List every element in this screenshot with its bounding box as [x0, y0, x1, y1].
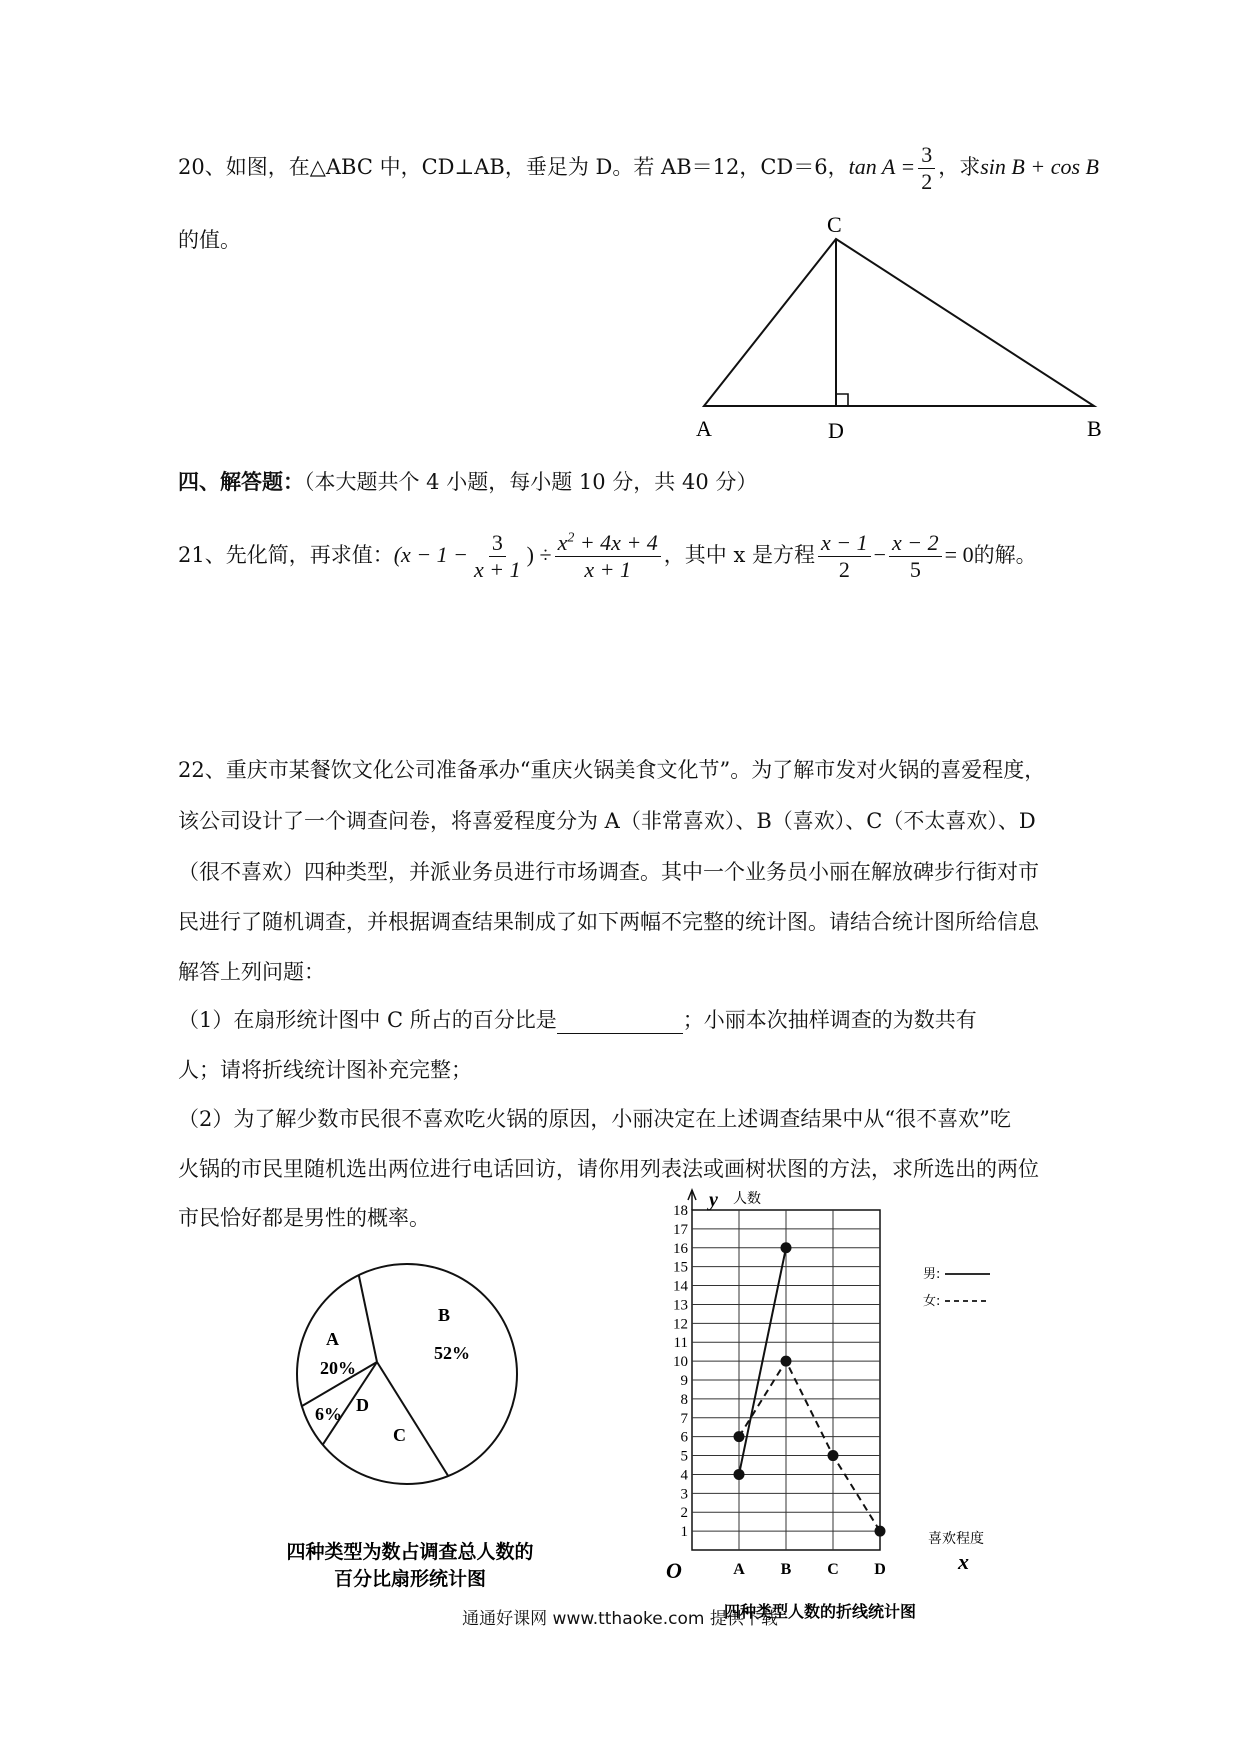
q21-fraction-3: $\frac{x - 1}{2}$ [818, 530, 871, 583]
q22-part2-line-2: 火锅的市民里随机选出两位进行电话回访，请你用列表法或画树状图的方法，求所选出的两位 [178, 1157, 1039, 1181]
y-tick-label: 13 [673, 1297, 688, 1314]
pie-value-d: 6% [315, 1404, 342, 1424]
triangle-figure [690, 210, 1120, 450]
y-tick-label: 14 [673, 1278, 688, 1295]
y-tick-label: 9 [680, 1373, 688, 1389]
q20-line1 [178, 142, 1099, 195]
y-tick-label: 12 [673, 1316, 688, 1333]
vertex-label-c: C [827, 212, 842, 237]
line-chart [660, 1180, 1040, 1625]
y-axis-label: 人数 [733, 1191, 761, 1207]
q21-equals: = 0 [944, 542, 974, 567]
q22-part1 [178, 1006, 977, 1034]
x-axis-symbol: x [958, 1549, 969, 1574]
data-point-female [828, 1450, 839, 1461]
y-tick-label: 3 [680, 1486, 688, 1503]
vertex-label-d: D [828, 418, 844, 443]
q22-part1-line2: 人；请将折线统计图补充完整； [178, 1058, 472, 1082]
y-tick-label: 10 [673, 1354, 688, 1371]
q22-part1-b: ；小丽本次抽样调查的为数共有 [682, 1008, 977, 1032]
pie-title-line-1: 四种类型为数占调查总人数的 [286, 1541, 534, 1563]
q22-line-1: 22、重庆市某餐饮文化公司准备承办“重庆火锅美食文化节”。为了解市发对火锅的喜爱程度， [178, 758, 1046, 782]
pie-divider-b-c [377, 1362, 448, 1476]
pie-divider-a-b [359, 1275, 377, 1362]
pie-label-a: A [326, 1329, 339, 1349]
q21-suffix: 的解。 [973, 543, 1037, 567]
y-tick-label: 2 [680, 1505, 688, 1522]
y-tick-label: 18 [673, 1203, 688, 1219]
x-axis-label: 喜欢程度 [928, 1531, 984, 1547]
q21-minus: − [873, 542, 887, 567]
q21-line [178, 530, 1037, 583]
y-tick-label: 5 [680, 1448, 688, 1465]
data-point-male [734, 1469, 745, 1480]
y-tick-label: 7 [680, 1410, 688, 1427]
x-tick-label: C [827, 1561, 839, 1578]
y-tick-label: 15 [673, 1259, 688, 1276]
q21-mid: ，其中 x 是方程 [663, 543, 815, 567]
q22-part2-line-1: （2）为了解少数市民很不喜欢吃火锅的原因，小丽决定在上述调查结果中从“很不喜欢”吃 [178, 1107, 1011, 1131]
y-tick-label: 16 [673, 1240, 688, 1257]
legend-female-label: 女: [923, 1294, 941, 1309]
y-tick-label: 17 [673, 1221, 688, 1238]
pie-title-line-2: 百分比扇形统计图 [333, 1568, 487, 1590]
y-tick-label: 6 [680, 1429, 688, 1446]
q20-text-before: 20、如图，在△ABC 中，CD⊥AB，垂足为 D。若 AB＝12，CD＝6， [178, 155, 849, 179]
q22-line-3: （很不喜欢）四种类型，并派业务员进行市场调查。其中一个业务员小丽在解放碑步行街对市 [178, 860, 1039, 884]
x-tick-label: B [780, 1561, 792, 1578]
q22-part1-a: （1）在扇形统计图中 C 所占的百分比是 [178, 1008, 557, 1032]
section-heading [178, 468, 757, 496]
q22-line-4: 民进行了随机调查，并根据调查结果制成了如下两幅不完整的统计图。请结合统计图所给信息 [178, 910, 1039, 934]
origin-label: O [666, 1558, 682, 1583]
section-title: 四、解答题： [178, 469, 304, 494]
y-tick-label: 8 [680, 1391, 688, 1408]
pie-value-a: 20% [320, 1358, 356, 1378]
pie-label-d: D [356, 1395, 369, 1415]
pie-label-b: B [438, 1305, 451, 1325]
series-line-female [739, 1361, 880, 1531]
q21-fraction-1: $\frac{3}{x + 1}$ [474, 530, 521, 582]
q21-fraction-2: $\frac{x^2 + 4x + 4}{x + 1}$ [555, 530, 661, 583]
data-point-male [781, 1242, 792, 1253]
vertex-label-a: A [696, 416, 712, 441]
pie-chart [270, 1238, 570, 1598]
x-tick-label: A [733, 1561, 745, 1578]
y-axis-symbol: y [709, 1189, 718, 1211]
answer-blank[interactable] [557, 1011, 683, 1034]
y-tick-label: 4 [680, 1467, 688, 1484]
q20-tan-lhs: tan A = [848, 154, 916, 179]
q20-text-after: ，求 [938, 155, 981, 179]
q20-tan-fraction: $\frac{3}{2}$ [918, 142, 935, 195]
legend-male-label: 男: [923, 1267, 941, 1282]
q21-fraction-4: $\frac{x - 2}{5}$ [889, 530, 942, 583]
q22-part2-line-3: 市民恰好都是男性的概率。 [178, 1206, 430, 1230]
y-tick-label: 1 [680, 1524, 688, 1541]
pie-value-b: 52% [434, 1343, 470, 1363]
q21-p2: ) ÷ [526, 542, 552, 567]
q20-expression: sin B + cos B [980, 154, 1099, 179]
data-point-female [875, 1526, 886, 1537]
q21-p1: (x − 1 − [393, 542, 469, 567]
data-point-female [734, 1431, 745, 1442]
vertex-label-b: B [1087, 416, 1102, 441]
data-point-female [781, 1356, 792, 1367]
footer-text: 通通好课网 www.tthaoke.com 提供下载 [462, 1609, 778, 1629]
q22-line-5: 解答上列问题： [178, 960, 325, 984]
q20-line2: 的值。 [178, 228, 241, 252]
q22-line-2: 该公司设计了一个调查问卷，将喜爱程度分为 A（非常喜欢）、B（喜欢）、C（不太喜欢）、D [178, 809, 1036, 833]
y-tick-label: 11 [673, 1335, 688, 1352]
q21-prefix: 21、先化简，再求值： [178, 543, 394, 567]
x-tick-label: D [874, 1561, 886, 1578]
section-note: （本大题共个 4 小题，每小题 10 分，共 40 分） [304, 470, 758, 494]
right-angle-mark [836, 394, 848, 406]
pie-label-c: C [393, 1425, 406, 1445]
triangle-abc [704, 239, 1094, 406]
line-chart-title: 四种类型人数的折线统计图 [723, 1602, 917, 1621]
